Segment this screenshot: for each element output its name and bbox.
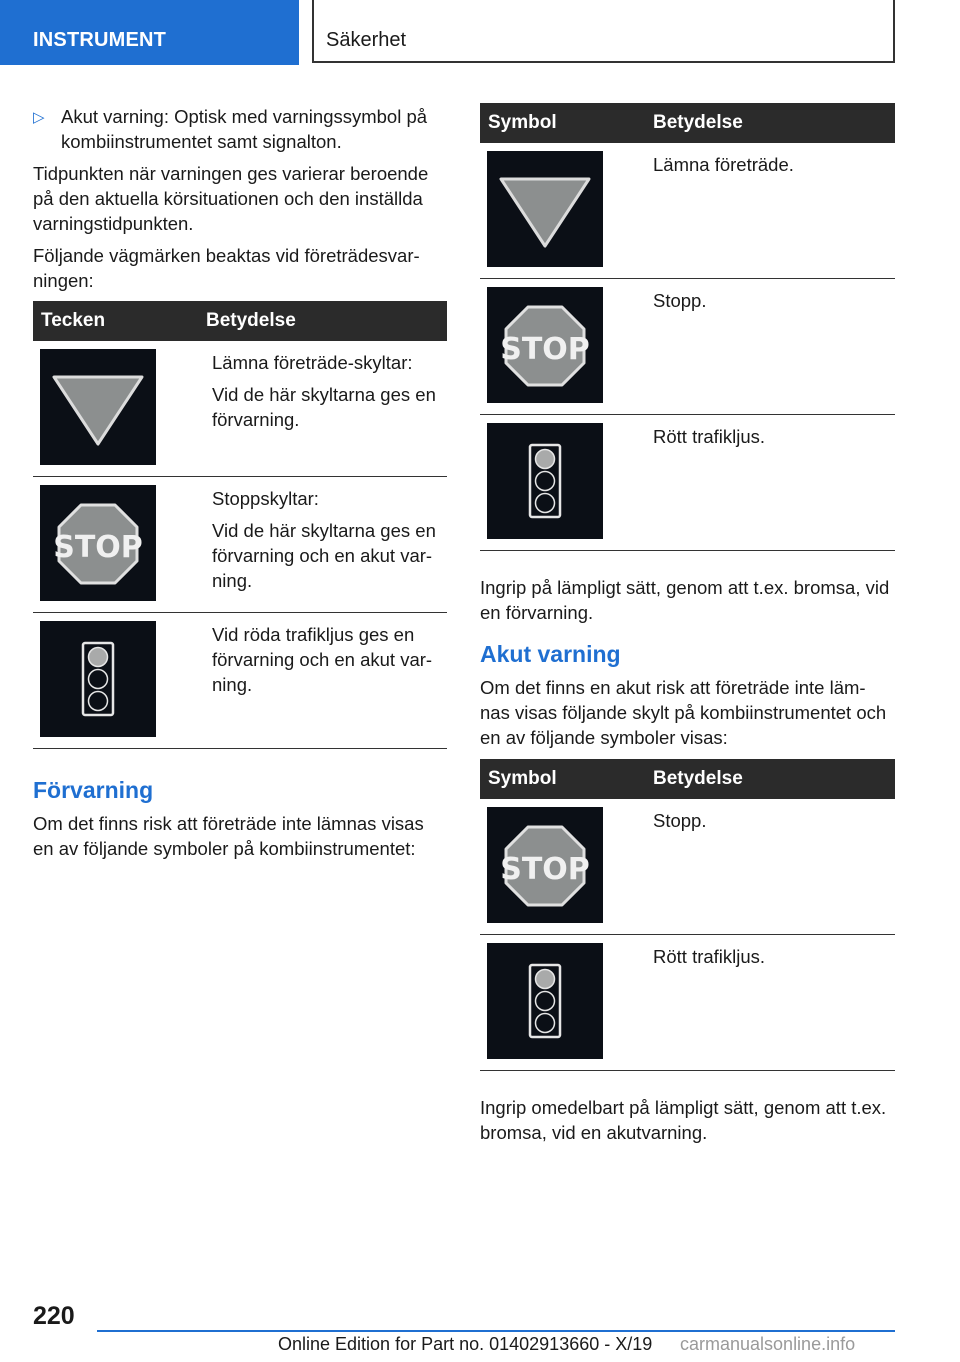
- cell-text: Rött trafikljus.: [653, 426, 766, 447]
- stop-sign-icon: [487, 287, 603, 403]
- signs-table: [33, 301, 447, 749]
- cell-text: Vid de här skyltarna ges en förvarning och en akut var-ning.: [212, 520, 436, 591]
- paragraph: Tidpunkten när varningen ges varierar beroende på den aktuella körsituationen och den inställda varningstidpunkten.: [33, 163, 429, 234]
- table-row: [33, 477, 447, 613]
- yield-sign-icon: [487, 151, 603, 267]
- bullet-triangle-icon: ▷: [33, 109, 45, 126]
- left-column: [33, 100, 447, 868]
- chapter-tab: [312, 0, 895, 63]
- cell-text: Vid röda trafikljus ges en förvarning och en akut var-ning.: [212, 624, 433, 695]
- page-number: 220: [33, 1302, 75, 1330]
- table-row: [480, 415, 895, 551]
- emergency-symbols-table: [480, 759, 895, 1071]
- section-heading: Förvarning: [33, 777, 154, 803]
- table-row: [480, 935, 895, 1071]
- traffic-light-icon: [487, 423, 603, 539]
- traffic-light-icon: [40, 621, 156, 737]
- yield-sign-icon: [40, 349, 156, 465]
- stop-sign-icon: [487, 807, 603, 923]
- table-header-row: [480, 103, 895, 143]
- table-header: Betydelse: [653, 103, 895, 143]
- symbols-table: [480, 103, 895, 551]
- cell-text: Rött trafikljus.: [653, 946, 766, 967]
- table-row: [33, 613, 447, 749]
- section-tab: [0, 0, 299, 65]
- table-row: [480, 279, 895, 415]
- cell-text: Stoppskyltar:: [212, 488, 319, 509]
- table-row: [33, 341, 447, 477]
- traffic-light-icon: [487, 943, 603, 1059]
- table-header: Betydelse: [653, 759, 895, 799]
- cell-text: Stopp.: [653, 290, 707, 311]
- paragraph: Ingrip omedelbart på lämpligt sätt, genom att t.ex. bromsa, vid en akutvarning.: [480, 1097, 887, 1143]
- paragraph: Om det finns en akut risk att företräde inte läm-nas visas följande skylt på kombiinstrumentet och en av följande symboler visas:: [480, 677, 887, 748]
- stop-sign-icon: [40, 485, 156, 601]
- bullet-item: [33, 104, 447, 154]
- cell-text: Stopp.: [653, 810, 707, 831]
- cell-text: Vid de här skyltarna ges en förvarning.: [212, 384, 436, 430]
- paragraph: Ingrip på lämpligt sätt, genom att t.ex. bromsa, vid en förvarning.: [480, 577, 890, 623]
- table-header-row: [480, 759, 895, 799]
- paragraph: Följande vägmärken beaktas vid företrädesvar-ningen:: [33, 245, 420, 291]
- table-header: Betydelse: [206, 301, 447, 341]
- table-row: [480, 143, 895, 279]
- paragraph: Om det finns risk att företräde inte lämnas visas en av följande symboler på kombiinstrumentet:: [33, 813, 424, 859]
- watermark: carmanualsonline.info: [680, 1334, 856, 1354]
- footer-divider: [97, 1330, 895, 1332]
- table-header: Tecken: [33, 301, 206, 341]
- right-column: [480, 103, 895, 1152]
- table-row: [480, 799, 895, 935]
- table-header: Symbol: [480, 759, 653, 799]
- bullet-text: Akut varning: Optisk med varningssymbol på kombiinstrumentet samt signalton.: [61, 106, 428, 152]
- table-header: Symbol: [480, 103, 653, 143]
- table-header-row: [33, 301, 447, 341]
- cell-text: Lämna företräde-skyltar:: [212, 352, 413, 373]
- section-title: INSTRUMENT: [33, 29, 167, 51]
- edition-text: Online Edition for Part no. 01402913660 - X/19: [278, 1334, 653, 1354]
- section-heading: Akut varning: [480, 641, 621, 667]
- chapter-title: Säkerhet: [326, 29, 407, 51]
- cell-text: Lämna företräde.: [653, 154, 794, 175]
